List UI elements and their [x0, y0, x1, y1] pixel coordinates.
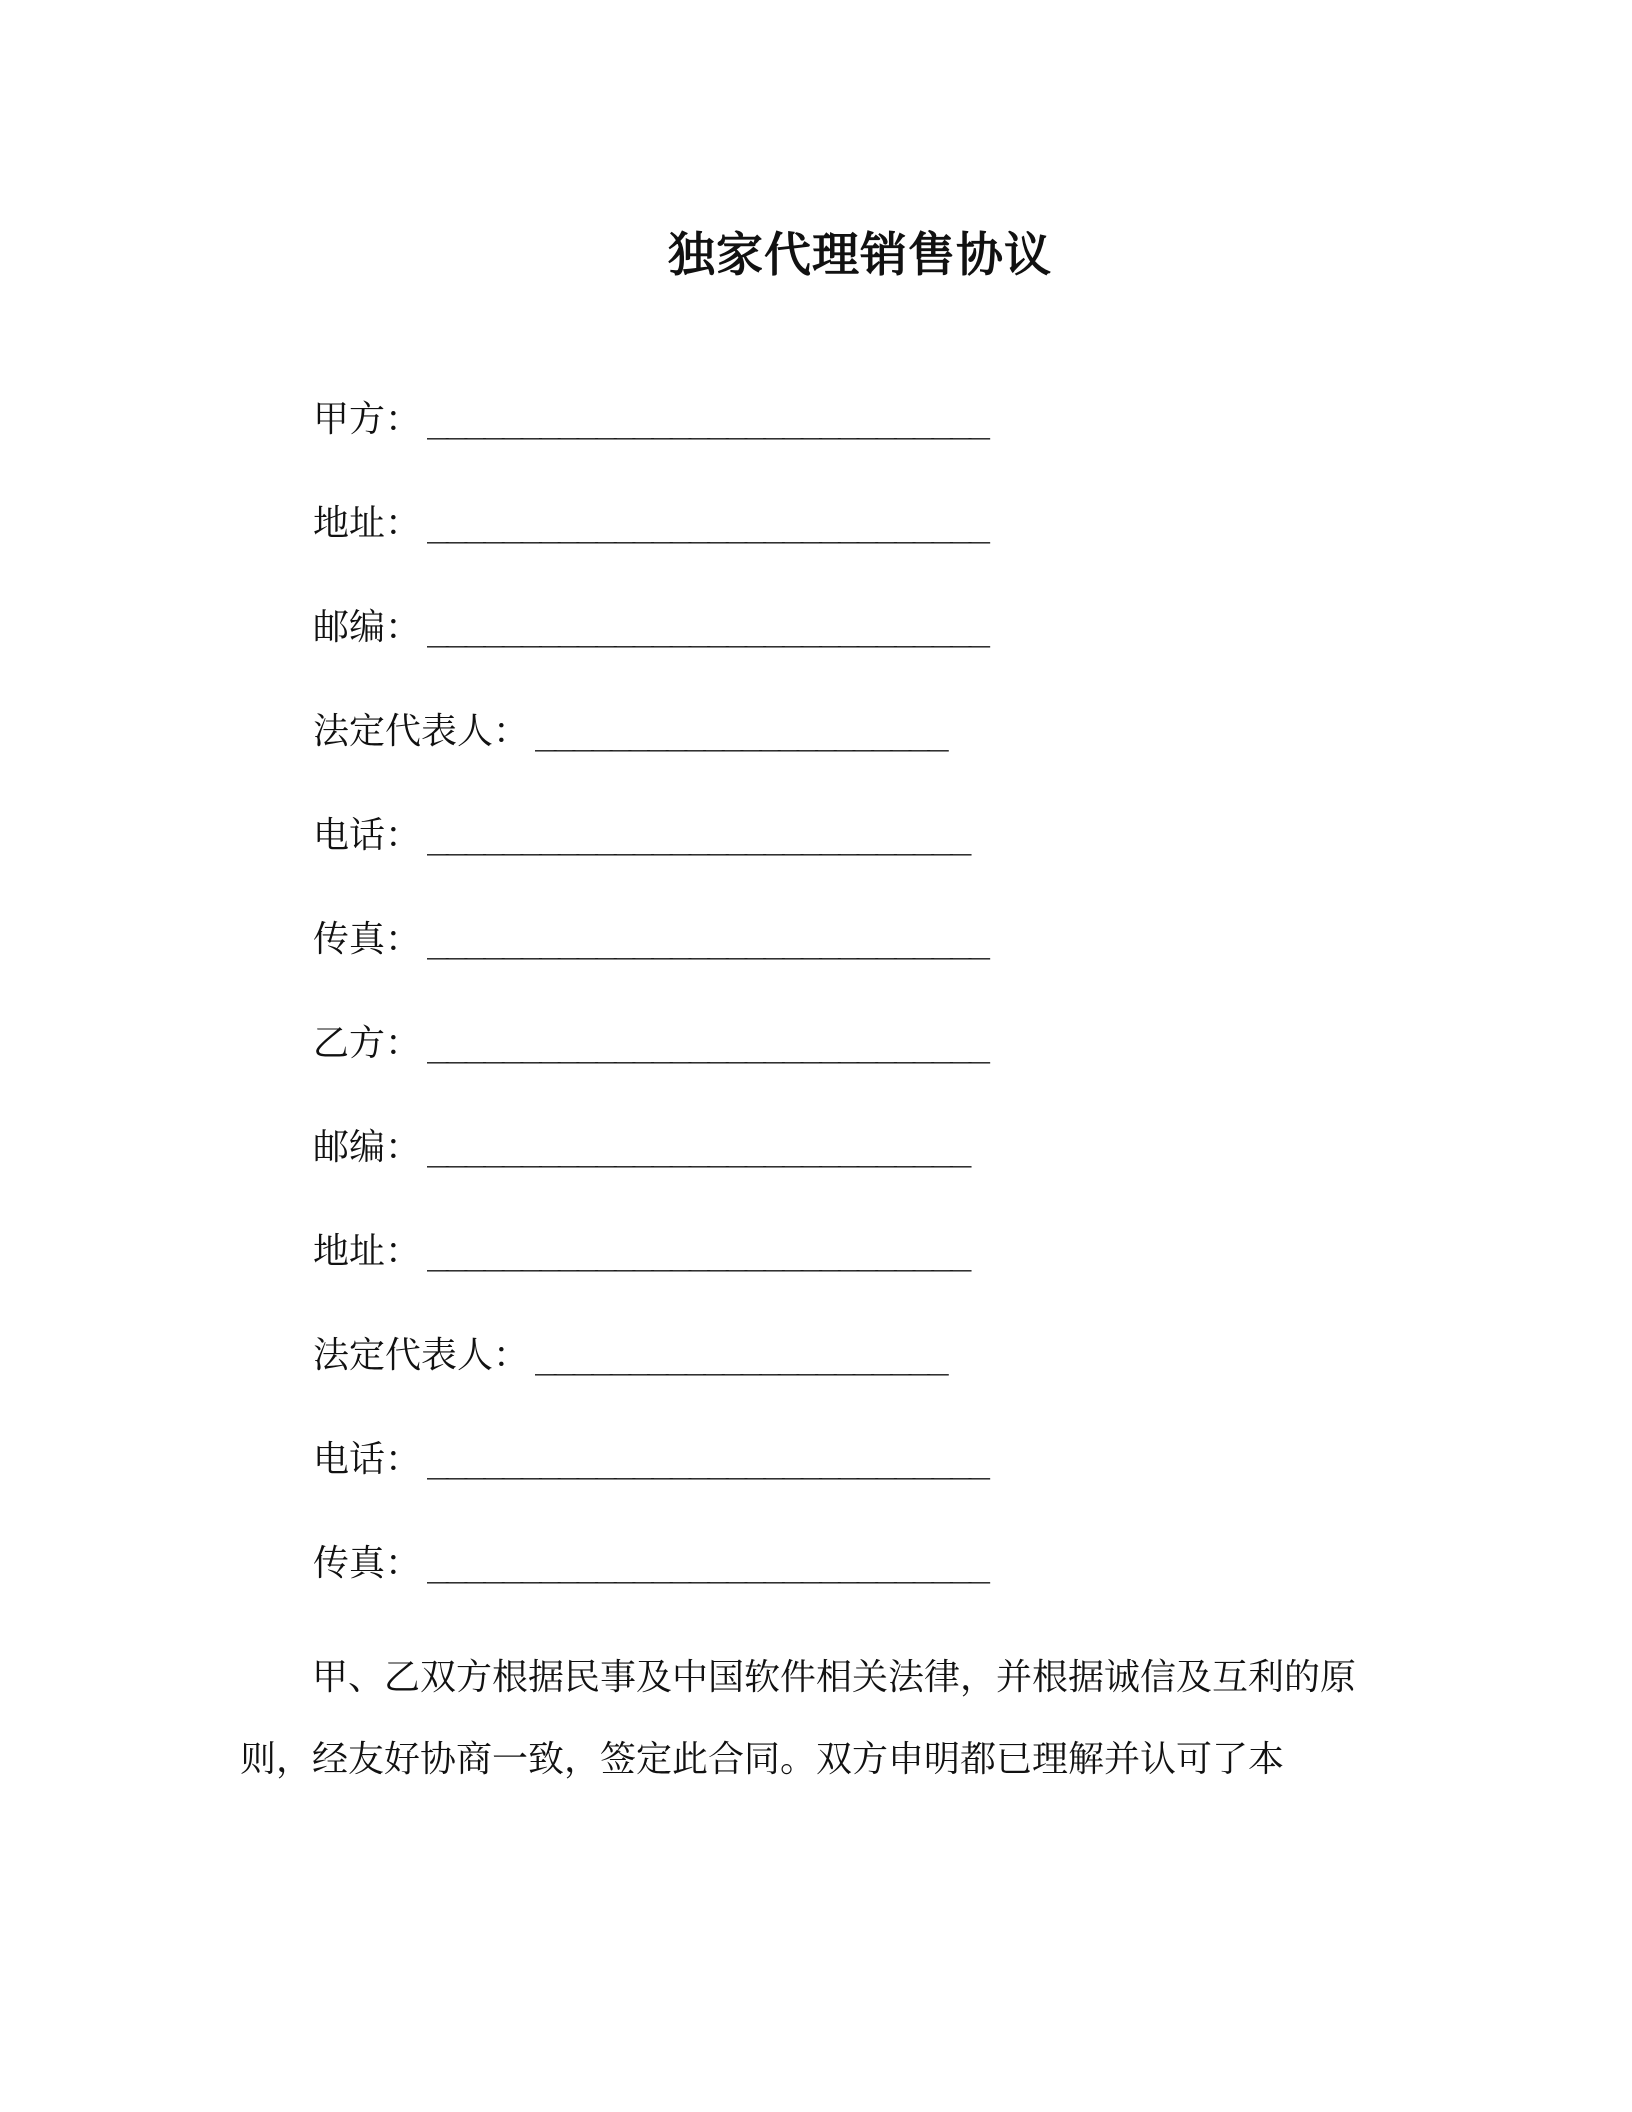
field-party-b-fax — [313, 1539, 1313, 1643]
field-label: 邮编： — [313, 607, 422, 648]
fill-in-blank: _____________________________ — [427, 815, 969, 856]
field-label: 电话： — [313, 1439, 422, 1480]
field-party-b-legal-rep — [313, 1331, 1313, 1435]
fill-in-blank: _____________________________ — [427, 1127, 969, 1168]
field-party-b-address — [313, 1227, 1313, 1331]
agreement-paragraph: 甲、乙双方根据民事及中国软件相关法律，并根据诚信及互利的原则，经友好协商一致，签定此合同。双方申明都已理解并认可了本 — [240, 1657, 1357, 1780]
field-label: 传真： — [313, 1543, 422, 1584]
field-label: 甲方： — [313, 399, 422, 440]
field-label: 法定代表人： — [313, 1335, 530, 1376]
fill-in-blank: ______________________________ — [427, 1023, 988, 1064]
field-party-b — [313, 1019, 1313, 1123]
party-info-fields — [313, 395, 1313, 1643]
field-label: 地址： — [313, 503, 422, 544]
field-party-a-fax — [313, 915, 1313, 1019]
field-party-b-phone — [313, 1435, 1313, 1539]
field-label: 传真： — [313, 919, 422, 960]
field-party-a-address — [313, 499, 1313, 603]
fill-in-blank: ______________________________ — [427, 1439, 988, 1480]
fill-in-blank: ______________________________ — [427, 919, 988, 960]
fill-in-blank: ______________________ — [535, 711, 946, 752]
fill-in-blank: ______________________ — [535, 1335, 946, 1376]
field-party-a-phone — [313, 811, 1313, 915]
field-party-a — [313, 395, 1313, 499]
field-label: 邮编： — [313, 1127, 422, 1168]
field-label: 电话： — [313, 815, 422, 856]
fill-in-blank: ______________________________ — [427, 503, 988, 544]
field-label: 地址： — [313, 1231, 422, 1272]
fill-in-blank: _____________________________ — [427, 1231, 969, 1272]
fill-in-blank: ______________________________ — [427, 1543, 988, 1584]
fill-in-blank: ______________________________ — [427, 607, 988, 648]
field-label: 法定代表人： — [313, 711, 530, 752]
fill-in-blank: ______________________________ — [427, 399, 988, 440]
document-title: 独家代理销售协议 — [668, 228, 1052, 283]
field-party-a-postcode — [313, 603, 1313, 707]
field-party-a-legal-rep — [313, 707, 1313, 811]
field-party-b-postcode — [313, 1123, 1313, 1227]
field-label: 乙方： — [313, 1023, 422, 1064]
